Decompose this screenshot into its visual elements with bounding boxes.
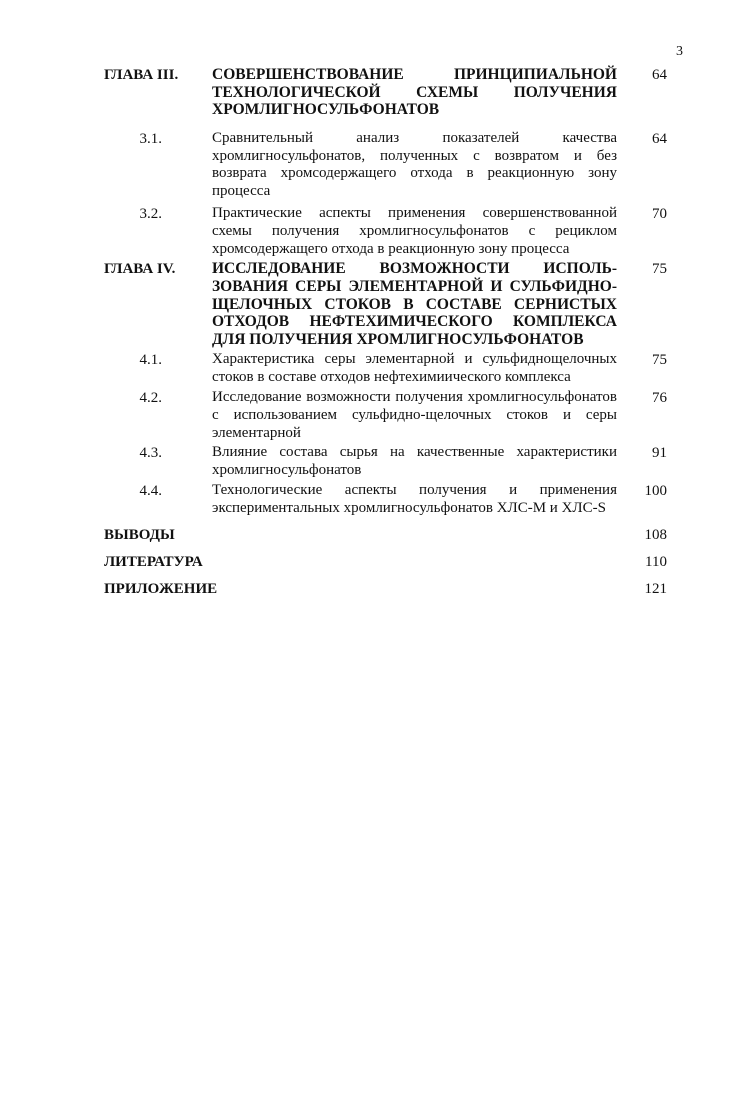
chapter-3-page: 64	[652, 67, 667, 83]
section-3-1-page: 64	[652, 130, 667, 147]
section-4-3-label: 4.3.	[139, 445, 162, 462]
toc-section-4-3[interactable]	[0, 444, 733, 480]
conclusions-page: 108	[644, 526, 667, 543]
chapter-3-label: ГЛАВА III.	[104, 67, 179, 83]
page-number: 3	[676, 44, 683, 59]
toc-section-4-2[interactable]	[0, 389, 733, 442]
toc-appendix[interactable]	[0, 580, 733, 607]
table-of-contents	[0, 66, 733, 607]
section-3-2-page: 70	[652, 205, 667, 222]
section-4-1-page: 75	[652, 352, 667, 369]
section-4-4-title: Технологические аспекты получения и применения экспериментальных хромлигносульфонатов ХЛС-М и ХЛС-S	[212, 481, 617, 516]
toc-chapter-4[interactable]	[0, 260, 733, 348]
toc-section-3-2[interactable]	[0, 205, 733, 258]
section-4-1-title: Характеристика серы элементарной и сульфиднощелочных стоков в составе отходов нефтехимиического комплекса	[212, 351, 617, 386]
appendix-page: 121	[644, 580, 667, 597]
toc-chapter-3[interactable]	[0, 66, 733, 119]
chapter-4-page: 75	[652, 261, 667, 278]
toc-section-4-4[interactable]	[0, 482, 733, 518]
toc-section-4-1[interactable]	[0, 351, 733, 387]
section-4-4-label: 4.4.	[139, 482, 162, 499]
conclusions-label: ВЫВОДЫ	[104, 526, 175, 543]
appendix-label: ПРИЛОЖЕНИЕ	[104, 580, 218, 597]
section-4-1-label: 4.1.	[139, 352, 162, 369]
chapter-4-title: ИССЛЕДОВАНИЕ ВОЗМОЖНОСТИ ИСПОЛЬЗОВАНИЯ СЕРЫ ЭЛЕМЕНТАРНОЙ И СУЛЬФИДНО-ЩЕЛОЧНЫХ СТОКОВ В СОСТАВЕ СЕРНИСТЫХ ОТХОДОВ НЕФТЕХИМИЧЕСКОГО КОМПЛЕКСА ДЛЯ ПОЛУЧЕНИЯ ХРОМЛИГНОСУЛЬФОНАТОВ	[212, 260, 617, 348]
toc-conclusions[interactable]	[0, 526, 733, 553]
toc-section-3-1[interactable]	[0, 130, 733, 201]
section-4-3-title: Влияние состава сырья на качественные характеристики хромлигносульфонатов	[212, 444, 617, 479]
section-4-2-page: 76	[652, 389, 667, 406]
section-3-1-title: Сравнительный анализ показателей качества хромлигносульфонатов, полученных с возвратом и без возврата хромсодержащего отхода в реакционную зону процесса	[212, 129, 617, 200]
section-4-4-page: 100	[644, 482, 667, 499]
toc-literature[interactable]	[0, 553, 733, 580]
chapter-4-label: ГЛАВА IV.	[104, 261, 176, 278]
section-4-2-label: 4.2.	[139, 389, 162, 406]
literature-label: ЛИТЕРАТУРА	[104, 553, 203, 570]
literature-page: 110	[645, 553, 667, 570]
section-3-2-title: Практические аспекты применения совершенствованной схемы получения хромлигносульфонатов с рециклом хромсодержащего отхода в реакционную зону процесса	[212, 204, 617, 257]
section-4-2-title: Исследование возможности получения хромлигносульфонатов с использованием сульфидно-щелочных стоков и серы элементарной	[212, 388, 617, 441]
section-4-3-page: 91	[652, 445, 667, 462]
section-3-1-label: 3.1.	[139, 130, 162, 147]
section-3-2-label: 3.2.	[139, 205, 162, 222]
chapter-3-title: СОВЕРШЕНСТВОВАНИЕ ПРИНЦИПИАЛЬНОЙ ТЕХНОЛОГИЧЕСКОЙ СХЕМЫ ПОЛУЧЕНИЯ ХРОМЛИГНОСУЛЬФОНАТОВ	[212, 66, 617, 119]
